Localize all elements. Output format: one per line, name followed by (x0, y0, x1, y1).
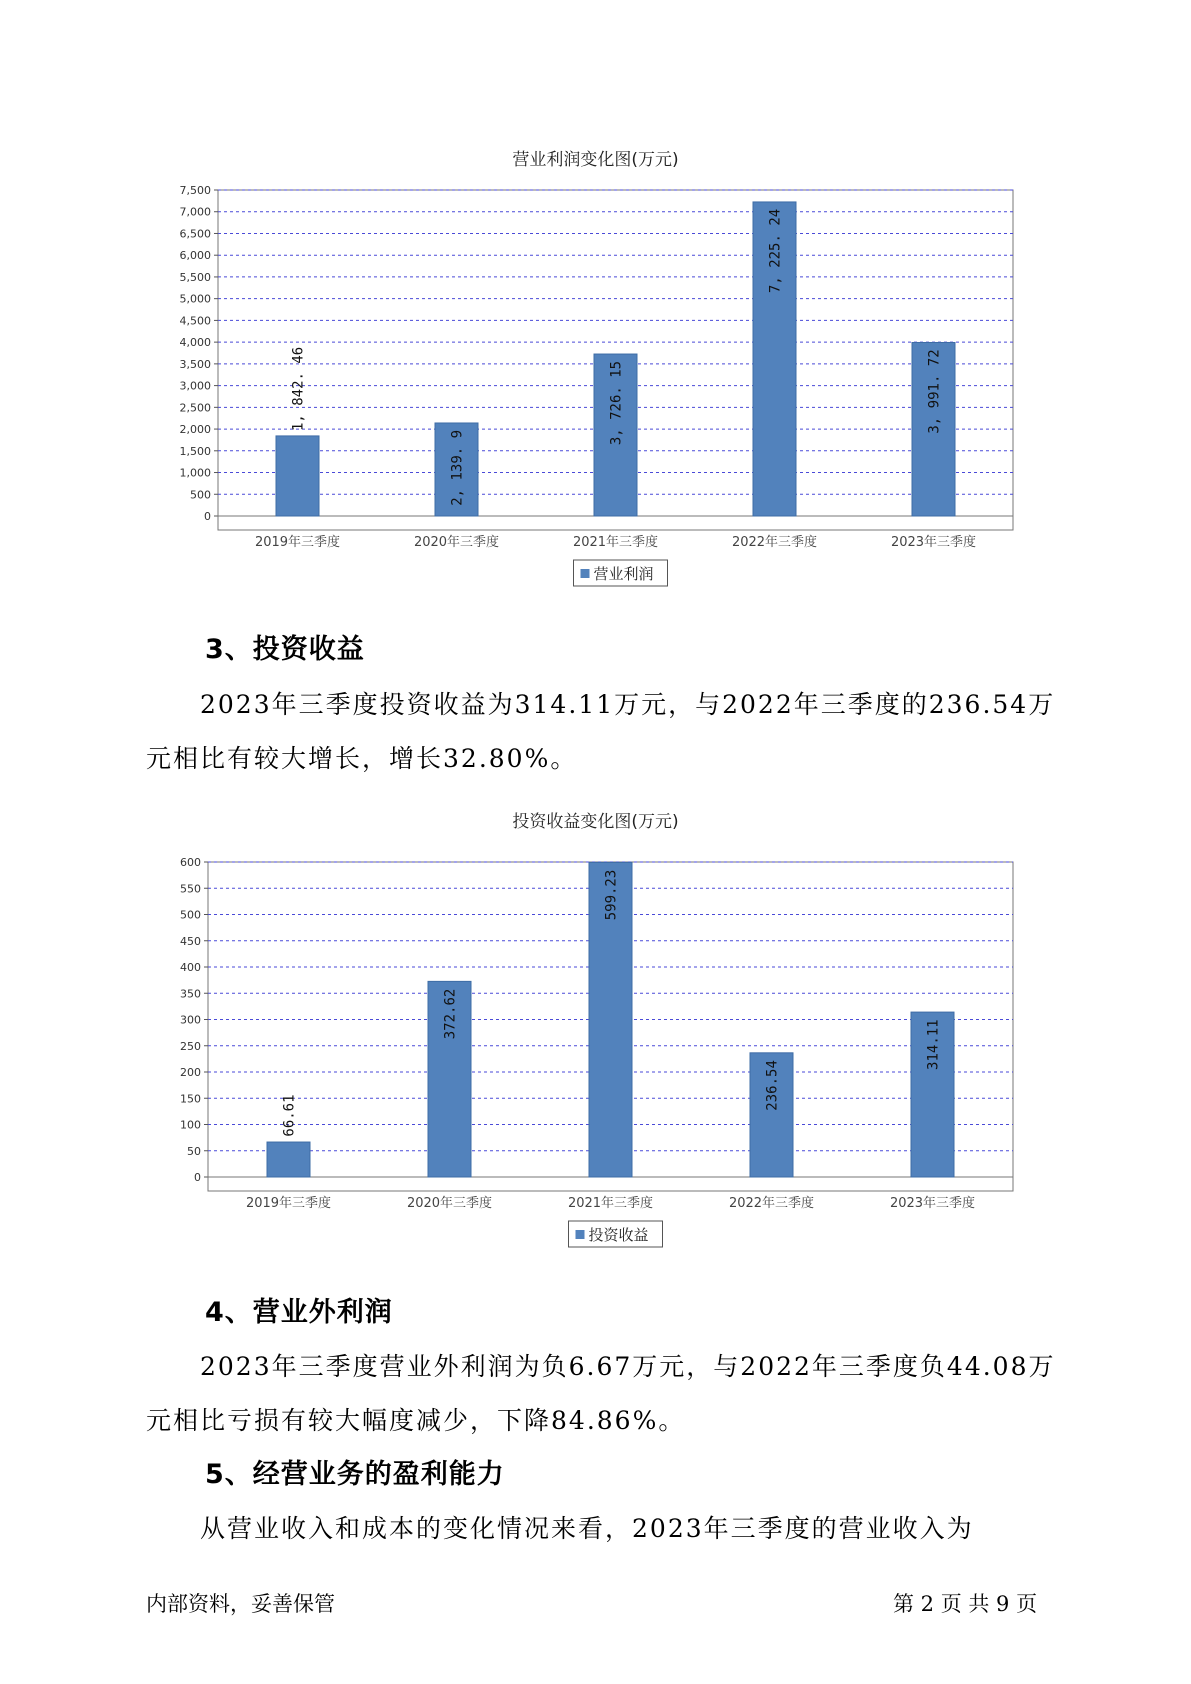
x-category-label: 2019年三季度 (254, 535, 341, 550)
y-tick-label: 500 (180, 908, 201, 922)
x-category-label: 2023年三季度 (890, 535, 977, 550)
x-category-label: 2021年三季度 (572, 535, 659, 550)
footer-left-text: 内部资料，妥善保管 (146, 1592, 335, 1616)
chart1-title: 营业利润变化图(万元) (512, 150, 679, 170)
y-tick-label: 0 (194, 1171, 201, 1184)
y-tick-label: 6,000 (179, 249, 211, 263)
section-3-heading: 3、投资收益 (205, 634, 365, 665)
bar-value-label: 2, 139. 9 (449, 429, 466, 506)
y-tick-label: 5,500 (179, 270, 211, 284)
bar-value-label: 3, 991. 72 (926, 349, 943, 434)
x-category-label: 2023年三季度 (889, 1196, 976, 1211)
section-5-heading: 5、经营业务的盈利能力 (205, 1459, 505, 1490)
y-tick-label: 3,500 (179, 357, 211, 371)
y-tick-label: 450 (180, 934, 201, 948)
y-tick-label: 250 (180, 1039, 201, 1053)
y-tick-label: 550 (180, 882, 201, 896)
y-tick-label: 7,500 (179, 184, 211, 197)
y-tick-label: 300 (180, 1013, 201, 1027)
x-category-label: 2020年三季度 (413, 535, 500, 550)
bar-value-label: 372.62 (442, 988, 459, 1040)
operating-profit-chart (0, 180, 1191, 600)
y-tick-label: 200 (180, 1066, 201, 1079)
y-tick-label: 4,000 (179, 336, 211, 350)
y-tick-label: 2,500 (179, 401, 211, 415)
legend-swatch (581, 569, 590, 578)
bar-value-label: 66.61 (281, 1094, 298, 1137)
chart2-title: 投资收益变化图(万元) (512, 812, 679, 832)
x-category-label: 2022年三季度 (728, 1196, 815, 1211)
x-axis-band (218, 516, 1013, 530)
bar-value-label: 599.23 (603, 869, 620, 921)
legend-label: 营业利润 (593, 565, 654, 583)
bar-value-label: 1, 842. 46 (290, 346, 307, 432)
footer-page-number: 第 2 页 共 9 页 (893, 1592, 1038, 1616)
x-category-label: 2021年三季度 (567, 1196, 654, 1211)
y-tick-label: 350 (180, 987, 201, 1001)
y-tick-label: 500 (190, 488, 211, 502)
y-tick-label: 100 (180, 1118, 201, 1132)
y-tick-label: 2,000 (179, 423, 211, 437)
y-tick-label: 5,000 (179, 292, 211, 306)
legend-label: 投资收益 (588, 1226, 649, 1244)
x-category-label: 2019年三季度 (245, 1196, 332, 1211)
bar (276, 436, 319, 516)
y-tick-label: 6,500 (179, 227, 211, 241)
y-tick-label: 1,500 (179, 444, 211, 458)
y-tick-label: 0 (204, 510, 211, 523)
y-tick-label: 600 (180, 856, 201, 869)
legend (574, 560, 668, 586)
section-4-heading: 4、营业外利润 (205, 1297, 393, 1328)
x-category-label: 2022年三季度 (731, 535, 818, 550)
section-4-paragraph: 2023年三季度营业外利润为负6.67万元，与2022年三季度负44.08万元相比亏损有较大幅度减少，下降84.86%。 (146, 1352, 1056, 1435)
investment-income-chart (0, 840, 1191, 1260)
y-tick-label: 4,500 (179, 314, 211, 328)
x-axis-band (208, 1177, 1013, 1191)
bar-value-label: 7, 225. 24 (767, 208, 784, 294)
x-category-label: 2020年三季度 (406, 1196, 493, 1211)
legend (569, 1221, 663, 1247)
bar-value-label: 3, 726. 15 (608, 360, 625, 446)
bar-value-label: 314.11 (925, 1019, 942, 1070)
y-tick-label: 3,000 (179, 379, 211, 393)
section-3-paragraph: 2023年三季度投资收益为314.11万元，与2022年三季度的236.54万元相比有较大增长，增长32.80%。 (146, 690, 1056, 773)
y-tick-label: 150 (180, 1092, 201, 1106)
y-tick-label: 400 (180, 961, 201, 974)
bar-value-label: 236.54 (764, 1060, 781, 1111)
y-tick-label: 7,000 (179, 205, 211, 219)
legend-swatch (576, 1230, 585, 1239)
y-tick-label: 1,000 (179, 466, 211, 480)
bar (267, 1142, 310, 1177)
section-5-paragraph: 从营业收入和成本的变化情况来看，2023年三季度的营业收入为 (200, 1514, 974, 1543)
y-tick-label: 50 (187, 1144, 201, 1158)
